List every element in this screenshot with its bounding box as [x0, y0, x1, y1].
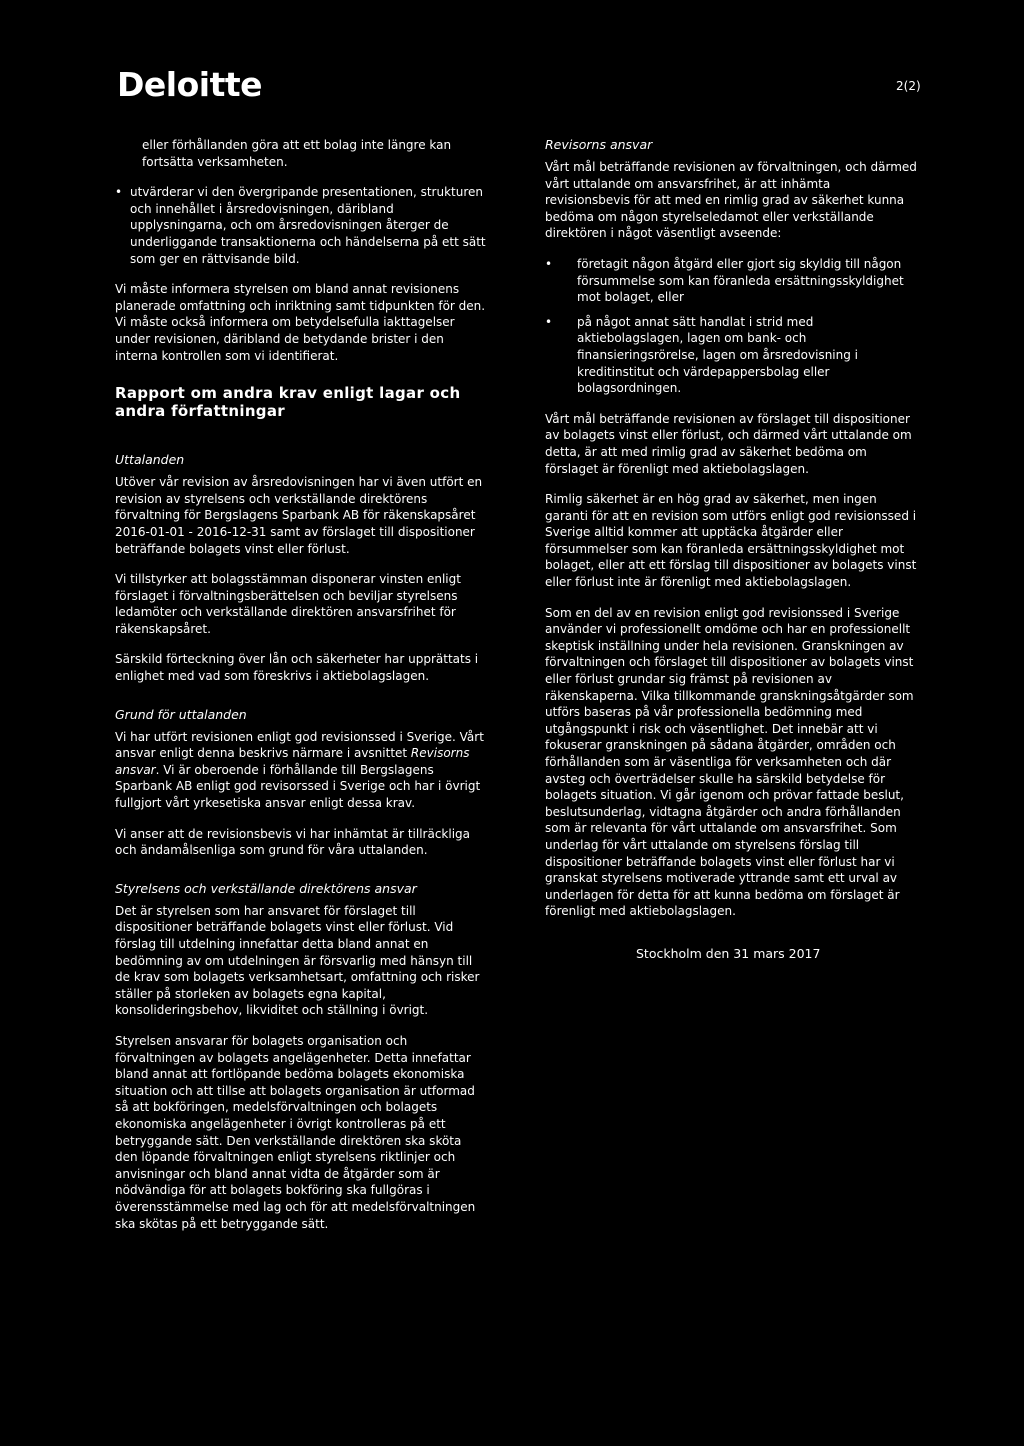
somen-paragraph: Som en del av en revision enligt god revisionssed i Sverige använder vi professionellt omdöme och har en professionellt skeptisk inställning under hela revisionen. Granskningen av förvaltningen och förslaget till dispositioner av bolagets vinst eller förlust grundar sig främst på revisionen av räkenskaperna. Vilka tillkommande granskningsåtgärder som utförs baseras på vår professionella bedömning med utgångspunkt i risk och väsentlighet. Det innebär att vi fokuserar granskningen på sådana åtgärder, områden och förhållanden som är väsentliga för verksamheten och där avsteg och överträdelser skulle ha särskild betydelse för bolagets situation. Vi går igenom och prövar fattade beslut, beslutsunderlag, vidtagna åtgärder och andra förhållanden som är relevanta för vårt uttalande om ansvarsfrihet. Som underlag för vårt uttalande om styrelsens förslag till dispositioner beträffande bolagets vinst eller förlust har vi granskat styrelsens motiverade yttrande samt ett urval av underlagen för detta för att kunna bedöma om förslaget är förenligt med aktiebolagslagen. [545, 605, 914, 919]
intro-paragraph: Vårt mål beträffande revisionen av förvaltningen, och därmed vårt uttalande om ansvarsfrihet, är att inhämta revisionsbevis för att med en rimlig grad av säkerhet kunna bedöma om någon styrelseledamot eller verkställande direktören i något väsentligt avseende: [545, 160, 917, 241]
left-bullet-list [115, 184, 487, 267]
styrelsens-paragraph-2: Styrelsen ansvarar för bolagets organisation och förvaltningen av bolagets angelägenheter. Detta innefattar bland annat att fortlöpande bedöma bolagets ekonomiska situation och att tillse att bolagets organisation är utformad så att bokföringen, medelsförvaltningen och bolagets ekonomiska angelägenheter i övrigt kontrolleras på ett betryggande sätt. Den verkställande direktören ska sköta den löpande förvaltningen enligt styrelsens riktlinjer och anvisningar och bland annat vidta de åtgärder som är nödvändiga för att bolagets bokföring ska fullgöras i överensstämmelse med lag och för att medelsförvaltningen ska skötas på ett betryggande sätt. [115, 1033, 476, 1231]
deloitte-logo: Deloitte [117, 65, 262, 104]
uttalanden-paragraph-2: Vi tillstyrker att bolagsstämman disponerar vinsten enligt förslaget i förvaltningsberättelsen och beviljar styrelsens ledamöter och verkställande direktören ansvarsfrihet för räkenskapsåret. [115, 572, 461, 636]
rimlig-paragraph: Rimlig säkerhet är en hög grad av säkerhet, men ingen garanti för att en revision som utförs enligt god revisionssed i Sverige alltid kommer att upptäcka åtgärder eller försummelser som kan föranleda ersättningsskyldighet mot bolaget, eller att ett förslag till dispositioner av bolagets vinst eller förlust inte är förenligt med aktiebolagslagen. [545, 492, 917, 590]
list-item: • företagit någon åtgärd eller gjort sig skyldig till någon försummelse som kan föranleda ersättningsskyldighet mot bolaget, eller [545, 256, 917, 306]
right-bullet-list [545, 256, 917, 397]
grund-paragraph-1 [115, 729, 487, 812]
uttalanden-heading: Uttalanden [115, 452, 185, 468]
page-number: 2(2) [896, 79, 921, 93]
grund-text-b: . Vi är oberoende i förhållande till Bergslagens Sparbank AB enligt god revisorssed i Sverige och har i övrigt fullgjort vårt yrkesetiska ansvar enligt dessa krav. [115, 762, 481, 811]
styrelsens-paragraph-1: Det är styrelsen som har ansvaret för förslaget till dispositioner beträffande bolagets vinst eller förlust. Vid förslag till utdelning innefattar detta bland annat en bedömning av om utdelningen är försvarlig med hänsyn till de krav som bolagets verksamhetsart, omfattning och risker ställer på storleken av bolagets egna kapital, konsolideringsbehov, likviditet och ställning i övrigt. [115, 903, 480, 1018]
section-title: Rapport om andra krav enligt lagar och andra författningar [115, 384, 461, 421]
grund-heading: Grund för uttalanden [115, 706, 247, 722]
list-item: • på något annat sätt handlat i strid med aktiebolagslagen, lagen om bank- och finansieringsrörelse, lagen om årsredovisning i kreditinstitut och värdepappersbolag eller bolagsordningen. [545, 314, 917, 397]
revisorns-heading: Revisorns ansvar [545, 137, 653, 152]
grund-paragraph-2: Vi anser att de revisionsbevis vi har inhämtat är tillräckliga och ändamålsenliga som grund för våra uttalanden. [115, 826, 471, 858]
inform-paragraph: Vi måste informera styrelsen om bland annat revisionens planerade omfattning och inriktning samt tidpunkten för den. Vi måste också informera om betydelsefulla iakttagelser under revisionen, däribland de betydande brister i den interna kontrollen som vi identifierat. [115, 282, 486, 363]
revisorns-ansvar-reference: Revisorns ansvar [115, 746, 470, 777]
list-item: • utvärderar vi den övergripande presentationen, strukturen och innehållet i årsredovisningen, däribland upplysningarna, och om årsredovisningen återger de underliggande transaktionerna och händelserna på ett sätt som ger en rättvisande bild. [115, 184, 487, 267]
continuation-text: eller förhållanden göra att ett bolag inte längre kan fortsätta verksamheten. [142, 138, 452, 169]
left-column [115, 137, 487, 1246]
grund-text-a: Vi har utfört revisionen enligt god revisionssed i Sverige. Vårt ansvar enligt denna beskrivs närmare i avsnittet [115, 729, 484, 761]
uttalanden-paragraph-1: Utöver vår revision av årsredovisningen har vi även utfört en revision av styrelsens och verkställande direktörens förvaltning för Bergslagens Sparbank AB för räkenskapsåret 2016-01-01 - 2016-12-31 samt av förslaget till dispositioner beträffande bolagets vinst eller förlust. [115, 475, 483, 556]
right-column [545, 137, 917, 977]
mal-paragraph: Vårt mål beträffande revisionen av förslaget till dispositioner av bolagets vinst eller förlust, och därmed vårt uttalande om detta, är att med rimlig grad av säkerhet bedöma om förslaget är förenligt med aktiebolagslagen. [545, 411, 912, 476]
uttalanden-paragraph-3: Särskild förteckning över lån och säkerheter har upprättats i enlighet med vad som föreskrivs i aktiebolagslagen. [115, 652, 479, 684]
styrelsens-heading: Styrelsens och verkställande direktörens ansvar [115, 880, 417, 896]
signature-place-date: Stockholm den 31 mars 2017 [636, 945, 821, 961]
